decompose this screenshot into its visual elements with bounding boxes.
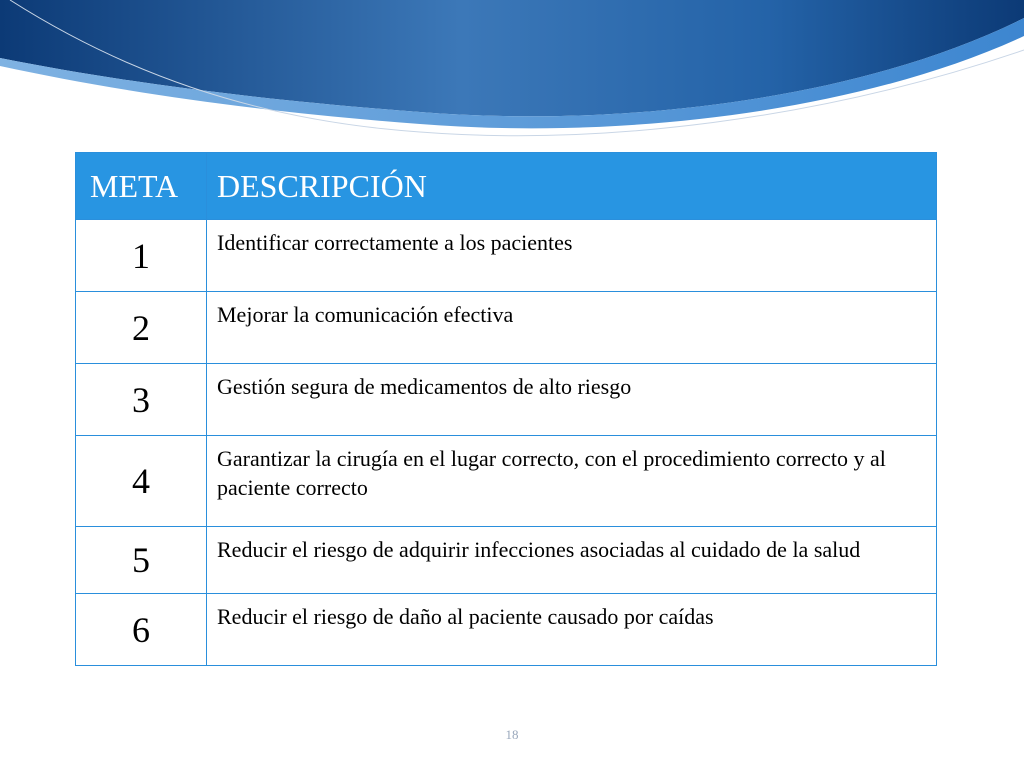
meta-description: Reducir el riesgo de adquirir infecciones asociadas al cuidado de la salud: [207, 527, 937, 594]
meta-description: Garantizar la cirugía en el lugar correcto, con el procedimiento correcto y al paciente correcto: [207, 436, 937, 527]
header-descripcion: DESCRIPCIÓN: [207, 153, 937, 220]
meta-description: Identificar correctamente a los pacientes: [207, 220, 937, 292]
header-meta: META: [76, 153, 207, 220]
meta-description: Reducir el riesgo de daño al paciente causado por caídas: [207, 594, 937, 666]
table-row: [76, 527, 937, 594]
table-header-row: [76, 153, 937, 220]
table-row: [76, 220, 937, 292]
header-banner: [0, 0, 1024, 160]
meta-number: 1: [76, 220, 207, 292]
meta-description: Mejorar la comunicación efectiva: [207, 292, 937, 364]
meta-number: 4: [76, 436, 207, 527]
meta-number: 5: [76, 527, 207, 594]
table-row: [76, 364, 937, 436]
goals-table: [75, 152, 937, 666]
meta-description: Gestión segura de medicamentos de alto riesgo: [207, 364, 937, 436]
page-number: 18: [505, 727, 519, 742]
table-row: [76, 594, 937, 666]
table-row: [76, 292, 937, 364]
table-row: [76, 436, 937, 527]
meta-number: 3: [76, 364, 207, 436]
meta-number: 2: [76, 292, 207, 364]
meta-number: 6: [76, 594, 207, 666]
